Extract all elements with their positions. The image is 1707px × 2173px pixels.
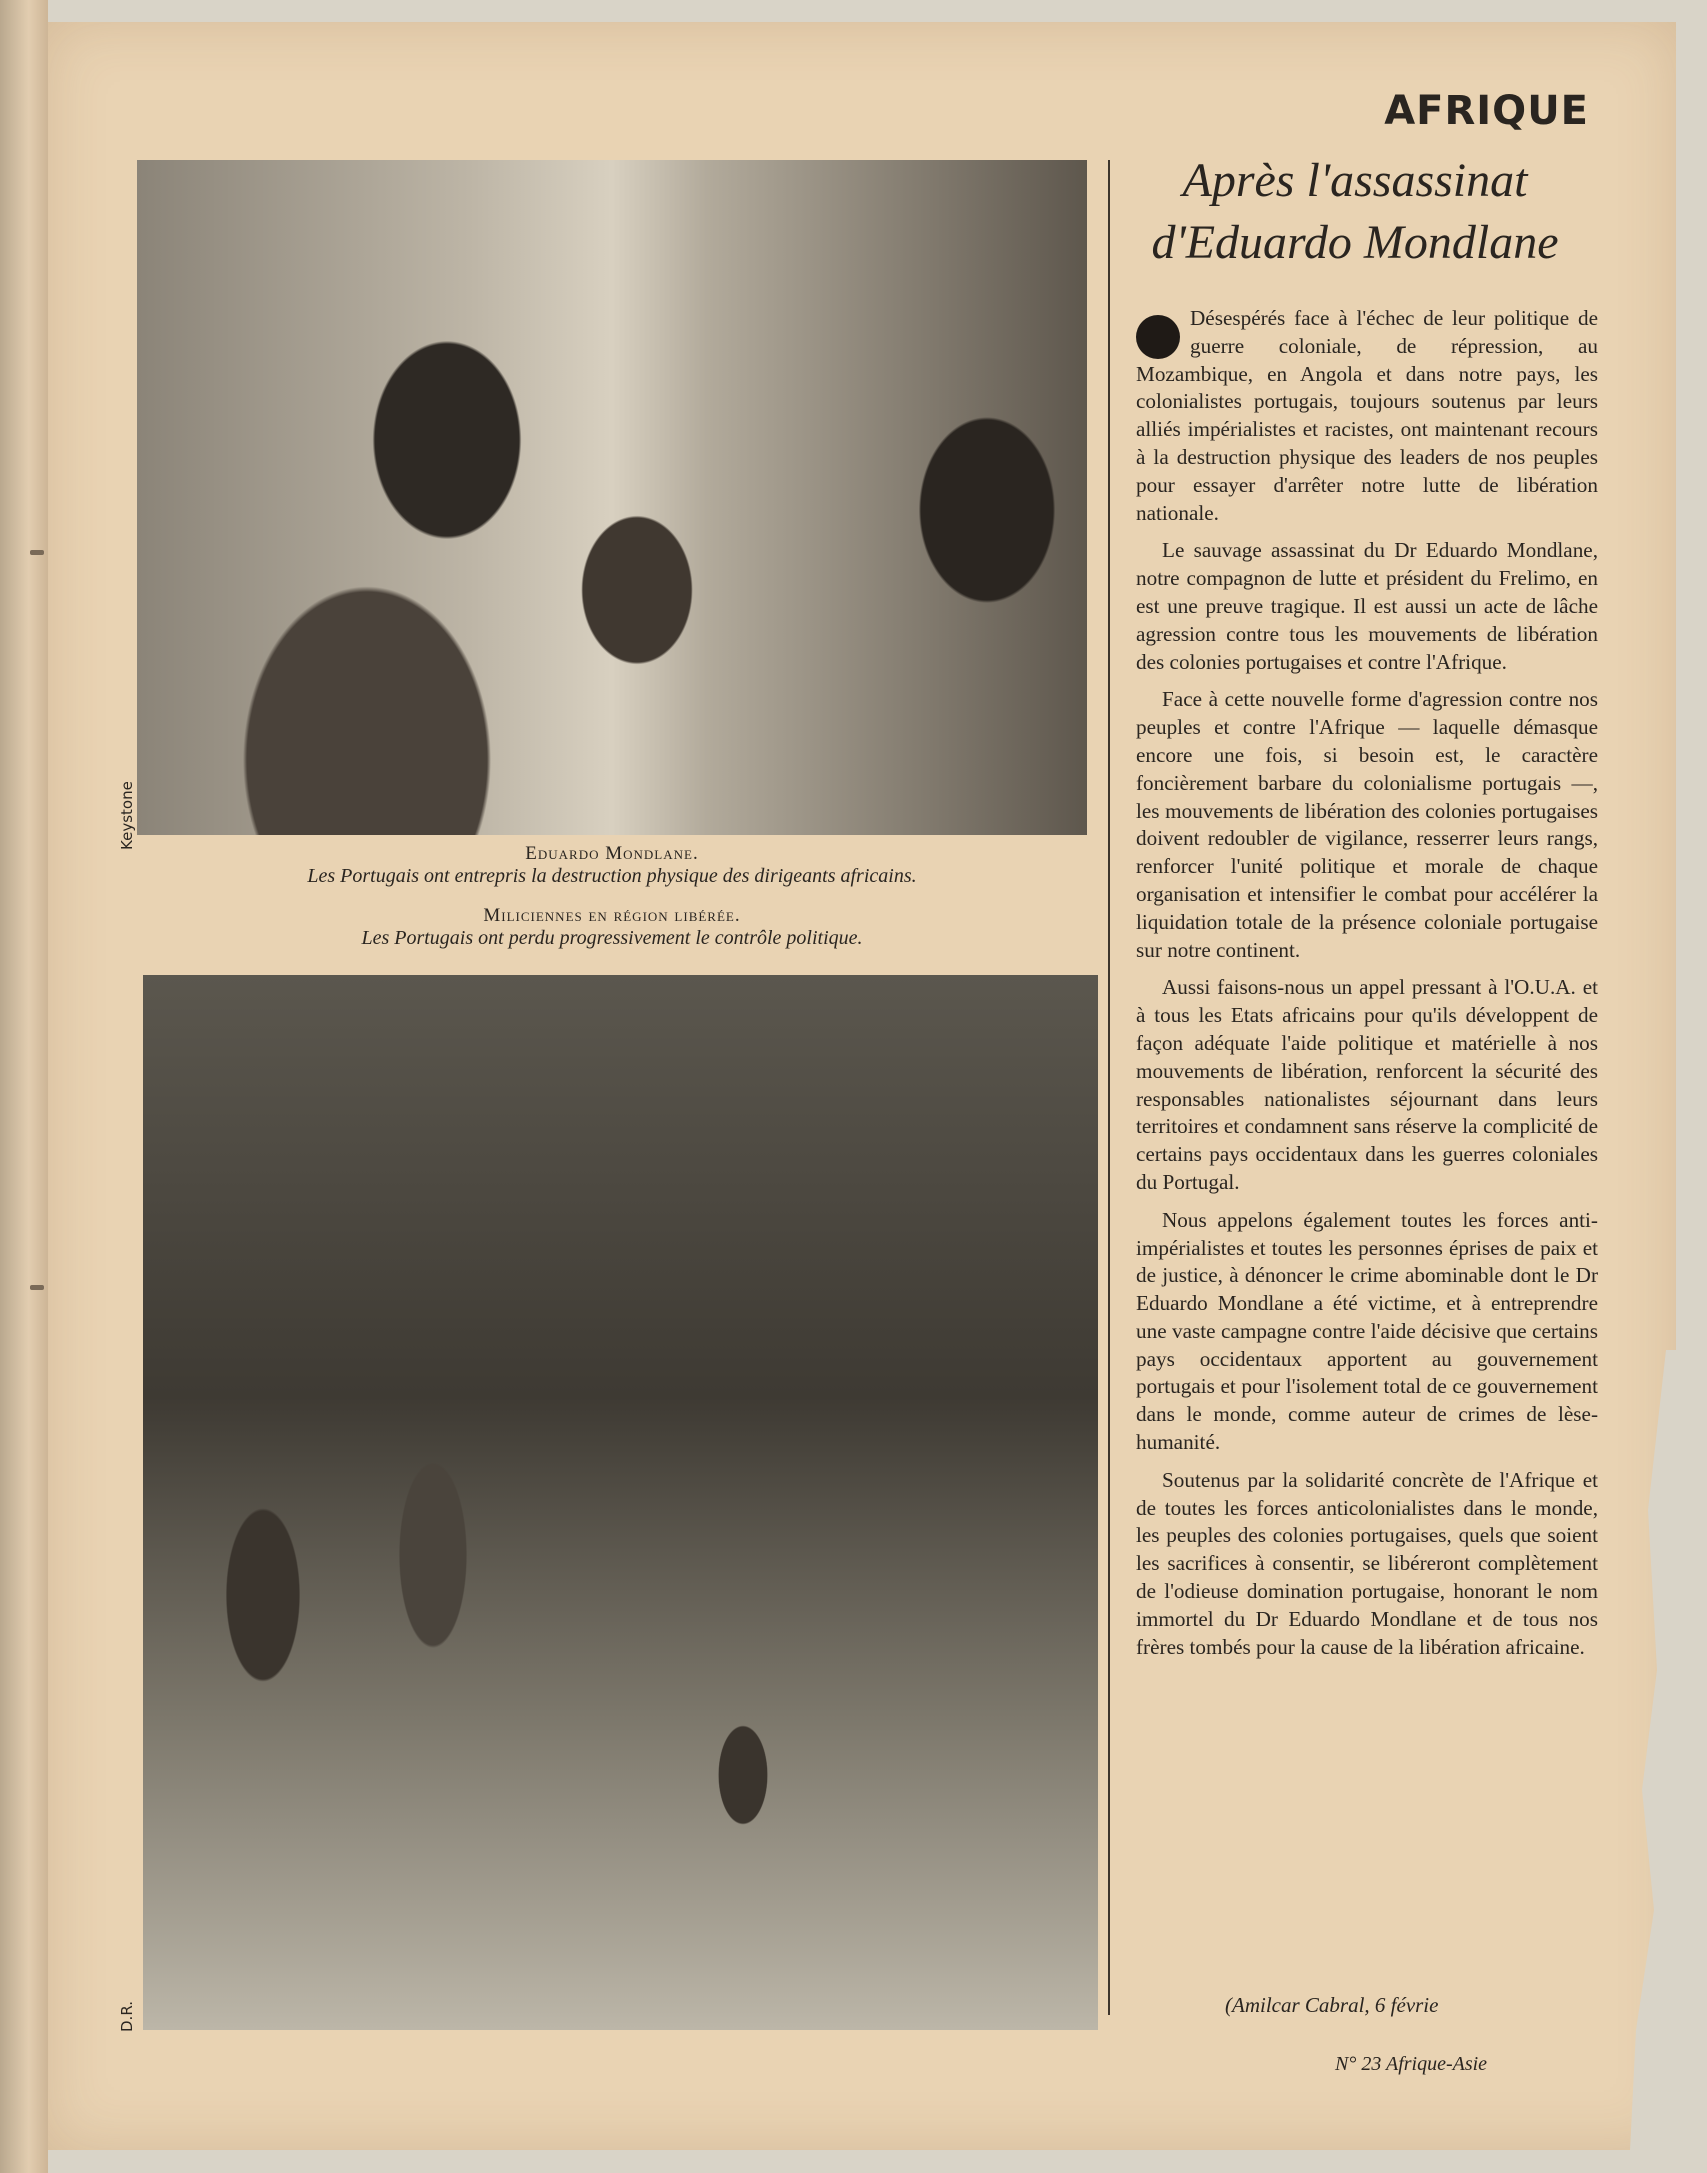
article-paragraph — [1136, 305, 1598, 527]
article-headline — [1130, 150, 1580, 274]
caption-title: Eduardo Mondlane. — [525, 843, 699, 864]
article-paragraph: Nous appelons également toutes les forces anti-impérialistes et toutes les personnes éprises de paix et de justice, à dénoncer le crime abominable dont le Dr Eduardo Mondlane a été victime, et à entreprendre une vaste campagne contre l'aide décisive que certains pays occidentaux apportent au gouvernement portugais et pour l'isolement total de ce gouvernement dans le monde, comme auteur de crimes de lèse-humanité. — [1136, 1207, 1598, 1455]
article-signature: (Amilcar Cabral, 6 févrie — [1225, 1993, 1439, 2017]
magazine-spine — [0, 0, 48, 2173]
headline-line: d'Eduardo Mondlane — [1151, 216, 1559, 269]
bullet-icon — [1136, 315, 1180, 359]
article-paragraph: Aussi faisons-nous un appel pressant à l'O.U.A. et à tous les Etats africains pour qu'ils développent de façon adéquate l'aide politique et matérielle à nos mouvements de libération, renforcent la sécurité des responsables nationalistes séjournant dans leurs territoires et condamnent sans réserve la complicité de certains pays occidentaux dans les guerres coloniales du Portugal. — [1136, 975, 1598, 1194]
photo-credit: D.R. — [118, 2001, 136, 2032]
page-footer: N° 23 Afrique-Asie — [1335, 2053, 1488, 2075]
column-divider — [1108, 160, 1110, 2015]
staple — [30, 1285, 44, 1290]
article-paragraph: Soutenus par la solidarité concrète de l'Afrique et de toutes les forces anticolonialistes dans le monde, les peuples des colonies portugaises, quels que soient les sacrifices à consentir, se libéreront complètement de l'odieuse domination portugaise, honorant le nom immortel du Dr Eduardo Mondlane et de tous nos frères tombés pour la cause de la libération africaine. — [1136, 1467, 1598, 1659]
headline-line: Après l'assassinat — [1182, 154, 1528, 207]
photo-militia — [143, 975, 1098, 2030]
article-paragraph: Le sauvage assassinat du Dr Eduardo Mondlane, notre compagnon de lutte et président du Frelimo, en est une preuve tragique. Il est aussi un acte de lâche agression contre tous les mouvements de libération des colonies portugaises et contre l'Afrique. — [1136, 538, 1598, 674]
article-body — [1136, 305, 1598, 1671]
photo-caption — [137, 843, 1087, 888]
caption-text: Les Portugais ont entrepris la destruction physique des dirigeants africains. — [307, 865, 917, 887]
article-paragraph: Face à cette nouvelle forme d'agression contre nos peuples et contre l'Afrique — laquelle démasque encore une fois, si besoin est, le caractère foncièrement barbare du colonialisme portugais —, les mouvements de libération des colonies portugaises doivent redoubler de vigilance, resserrer leurs rangs, renforcer l'unité politique et morale de chaque organisation et intensifier le combat pour accélérer la liquidation totale de la présence coloniale portugaise sur notre continent. — [1136, 687, 1598, 962]
caption-title: Miliciennes en région libérée. — [483, 905, 741, 926]
photo-mondlane — [137, 160, 1087, 835]
section-title: AFRIQUE — [1384, 88, 1589, 134]
caption-text: Les Portugais ont perdu progressivement le contrôle politique. — [361, 927, 863, 949]
staple — [30, 550, 44, 555]
paragraph-text: Désespérés face à l'échec de leur politique de guerre coloniale, de répression, au Mozambique, en Angola et dans notre pays, les colonialistes portugais, toujours soutenus par leurs alliés impérialistes et racistes, ont maintenant recours à la destruction physique des leaders de nos peuples pour essayer d'arrêter notre lutte de libération nationale. — [1136, 306, 1598, 525]
photo-caption — [137, 905, 1087, 950]
photo-credit: Keystone — [118, 781, 136, 850]
